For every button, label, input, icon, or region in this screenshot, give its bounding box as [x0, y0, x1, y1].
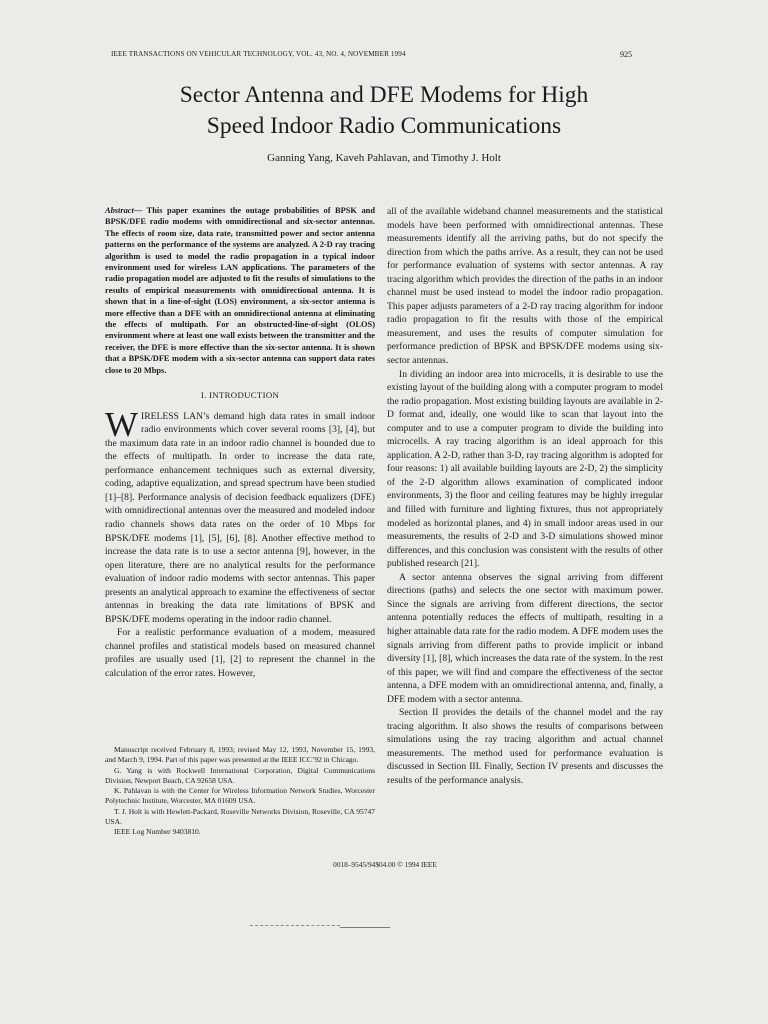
right-column	[387, 205, 663, 788]
body-paragraph-2: In dividing an indoor area into microcells, it is desirable to use the existing layout of the building along with a computer program to model the radio propagation. Most existing building layouts are available in 2-D format and, ideally, one would like to scan that layout into the computer and to use a computer program to divide the building into microcells. A ray tracing algorithm is an ideal approach for this application. A 2-D, rather than 3-D, ray tracing algorithm is adopted for four reasons: 1) all available building layouts are 2-D, 2) the simplicity of the 2-D algorithm allows examination of complicated indoor environments, 3) the floor and ceiling features may be highly irregular and filled with furniture and lighting fixtures, thus not appropriately modeled as horizontal planes, and 4) in small indoor areas used in our measurements, the results of 2-D and 3-D simulations showed minor differences, and this conclusion was consistent with the results of other published research [21].	[387, 368, 663, 570]
footnotes	[105, 745, 375, 838]
footnote-holt: T. J. Holt is with Hewlett-Packard, Roseville Networks Division, Roseville, CA 95747 USA.	[105, 806, 375, 827]
body-paragraph-4: Section II provides the details of the channel model and the ray tracing algorithm. It also shows the results of comparisons between simulations using the ray tracing algorithm and actual channel measurements. The method used for performance evaluation is discussed in Section III. Finally, Section IV presents and discusses the results of the performance analysis.	[387, 707, 663, 786]
footnote-yang: G. Yang is with Rockwell International Corporation, Digital Communications Division, Newport Beach, CA 92658 USA.	[105, 765, 375, 785]
abstract-label: Abstract—	[105, 206, 143, 215]
drop-cap: W	[105, 404, 139, 444]
body-paragraph-1: all of the available wideband channel measurements and the statistical models have been performed with omnidirectional antennas. These measurements identify all the arriving paths, but do not specify the direction from which the paths arrive. As a result, they can not be used for performance evaluation of systems with sector antennas. A ray tracing algorithm which provides the direction of the paths in an indoor channel must be used instead to model the indoor radio propagation. This paper adjusts parameters of a 2-D ray tracing algorithm for indoor radio propagation to fit the results with those of the empirical measurement, and uses the results of computer simulation for performance prediction of BPSK and BPSK/DFE modems using six-sector antennas.	[387, 206, 663, 367]
scan-artifact	[340, 927, 390, 929]
title-line-2: Speed Indoor Radio Communications	[206, 113, 562, 139]
scan-artifact	[250, 925, 340, 927]
title-line-1: Sector Antenna and DFE Modems for High	[179, 82, 589, 108]
running-head: IEEE TRANSACTIONS ON VEHICULAR TECHNOLOGY, VOL. 43, NO. 4, NOVEMBER 1994	[111, 50, 406, 58]
left-column	[105, 205, 375, 681]
page-number: 925	[620, 50, 632, 59]
intro-paragraph-1-text: IRELESS LAN’s demand high data rates in small indoor radio environments which cover several rooms [3], [4], but the maximum data rate in an indoor radio channel is bounded due to the effects of multipath. In order to increase the data rate, performance enhancement techniques such as external diversity, coding, adaptive equalization, and spread spectrum have been studied [1]–[8]. Performance analysis of decision feedback equalizers (DFE) with omnidirectional antennas over the measured and modeled indoor radio channels shows data rates on the order of 10 Mbps for BPSK/DFE modems [1], [5], [6], [8]. Another effective method to increase the data rate is to use a sector antenna [9], however, in the open literature, there are no analytical results for the performance evaluation of indoor radio modems with sector antennas. This paper presents an analytical approach to examine the effectiveness of sector antennas in breaking the data rate limitations of BPSK and BPSK/DFE modems operating in the indoor radio channel.	[105, 410, 375, 625]
abstract-text: This paper examines the outage probabilities of BPSK and BPSK/DFE radio modems with omnidirectional and six-sector antennas. The effects of room size, data rate, transmitted power and sector antenna patterns on the performance of the systems are analyzed. A 2-D ray tracing algorithm is used to model the radio propagation in a typical indoor environment used for wireless LAN applications. The parameters of the radio propagation model are adjusted to fit the results of simulations to the results of empirical measurements with omnidirectional antenna. It is shown that in a line-of-sight (LOS) environment, a six-sector antenna is more effective than a DFE with an omnidirectional antenna at eliminating the effects of multipath. For an obstructed-line-of-sight (OLOS) environment where at least one wall exists between the transmitter and the receiver, the DFE is more effective than the six-sector antenna. It is shown that a BPSK/DFE modem with a six-sector antenna can support data rates close to 20 Mbps.	[105, 206, 375, 375]
abstract	[105, 205, 375, 376]
footnote-received: Manuscript received February 8, 1993; revised May 12, 1993, November 15, 1993, and March 9, 1994. Part of this paper was presented at the IEEE ICC’92 in Chicago.	[105, 745, 375, 765]
intro-paragraph-1	[105, 404, 375, 627]
footnote-log: IEEE Log Number 9403810.	[114, 827, 201, 837]
footnote-pahlavan: K. Pahlavan is with the Center for Wireless Information Network Studies, Worcester Polytechnic Institute, Worcester, MA 01609 USA.	[105, 786, 375, 806]
author-list: Ganning Yang, Kaveh Pahlavan, and Timothy J. Holt	[267, 152, 501, 164]
body-paragraph-3: A sector antenna observes the signal arriving from different directions (paths) and selects the one sector with maximum power. Since the signals are arriving from different directions, the sector antenna potentially reduces the effects of multipath, resulting in a higher attainable data rate for the radio modem. A DFE modem uses the signals arriving from different paths to provide implicit or inband diversity [1], [8], which increases the data rate of the system. In the rest of this paper, we will find and compare the effectiveness of the sector antenna, a DFE modem with an omnidirectional antenna, and, finally, a DFE modem with a sector antenna.	[387, 571, 663, 705]
intro-paragraph-2: For a realistic performance evaluation of a modem, measured channel profiles and statistical models based on measured channel profiles are usually used [1], [2] to represent the channel in the calculation of the error rates. However,	[105, 627, 375, 680]
copyright-line: 0018–9545/94$04.00 © 1994 IEEE	[333, 860, 437, 869]
section-heading-introduction: I. INTRODUCTION	[200, 390, 280, 401]
paper-title	[60, 80, 708, 142]
